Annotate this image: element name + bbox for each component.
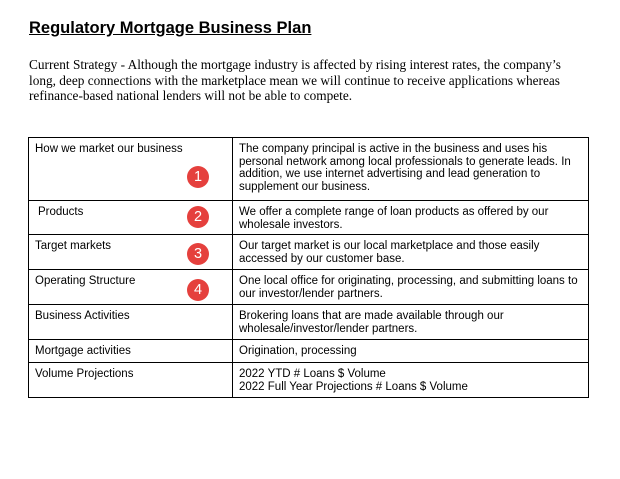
table-row bbox=[29, 235, 589, 270]
row-label: Volume Projections bbox=[35, 368, 134, 380]
row-label-cell bbox=[29, 340, 233, 363]
row-label: Mortgage activities bbox=[35, 345, 131, 357]
table-row bbox=[29, 270, 589, 305]
row-description: Origination, processing bbox=[233, 340, 589, 363]
row-label-cell bbox=[29, 138, 233, 201]
table-row bbox=[29, 305, 589, 340]
projection-ytd: 2022 YTD # Loans $ Volume bbox=[239, 368, 386, 380]
projection-full-year: 2022 Full Year Projections # Loans $ Volume bbox=[239, 380, 468, 393]
step-number-badge: 2 bbox=[187, 206, 209, 228]
table-row bbox=[29, 201, 589, 235]
row-label-cell bbox=[29, 235, 233, 270]
row-label-cell bbox=[29, 270, 233, 305]
row-description: Brokering loans that are made available through our wholesale/investor/lender partners. bbox=[233, 305, 589, 340]
table-row bbox=[29, 363, 589, 398]
table-row bbox=[29, 340, 589, 363]
row-label: Operating Structure bbox=[35, 275, 136, 287]
step-number-badge: 4 bbox=[187, 279, 209, 301]
row-label-cell bbox=[29, 201, 233, 235]
row-label: Products bbox=[38, 206, 84, 218]
row-label-cell bbox=[29, 363, 233, 398]
row-description: We offer a complete range of loan products as offered by our wholesale investors. bbox=[233, 201, 589, 235]
row-label: Target markets bbox=[35, 240, 112, 252]
row-label: How we market our business bbox=[35, 143, 183, 155]
step-number-badge: 1 bbox=[187, 166, 209, 188]
row-label-cell bbox=[29, 305, 233, 340]
intro-paragraph: Current Strategy - Although the mortgage industry is affected by rising interest rates, the company’s long, deep connections with the marketplace mean we will continue to receive applications whereas refinance-based national lenders will not be able to compete. bbox=[29, 57, 561, 103]
row-label: Business Activities bbox=[35, 310, 130, 322]
table-row bbox=[29, 138, 589, 201]
document-title: Regulatory Mortgage Business Plan bbox=[29, 19, 312, 37]
row-description: Our target market is our local marketplace and those easily accessed by our customer base. bbox=[233, 235, 589, 270]
step-number-badge: 3 bbox=[187, 243, 209, 265]
business-plan-table bbox=[28, 137, 589, 398]
row-description bbox=[233, 363, 589, 398]
row-description: One local office for originating, processing, and submitting loans to our investor/lender partners. bbox=[233, 270, 589, 305]
row-description: The company principal is active in the business and uses his personal network among local professionals to generate leads. In addition, we use internet advertising and lead generation to supplement our business. bbox=[233, 138, 589, 201]
